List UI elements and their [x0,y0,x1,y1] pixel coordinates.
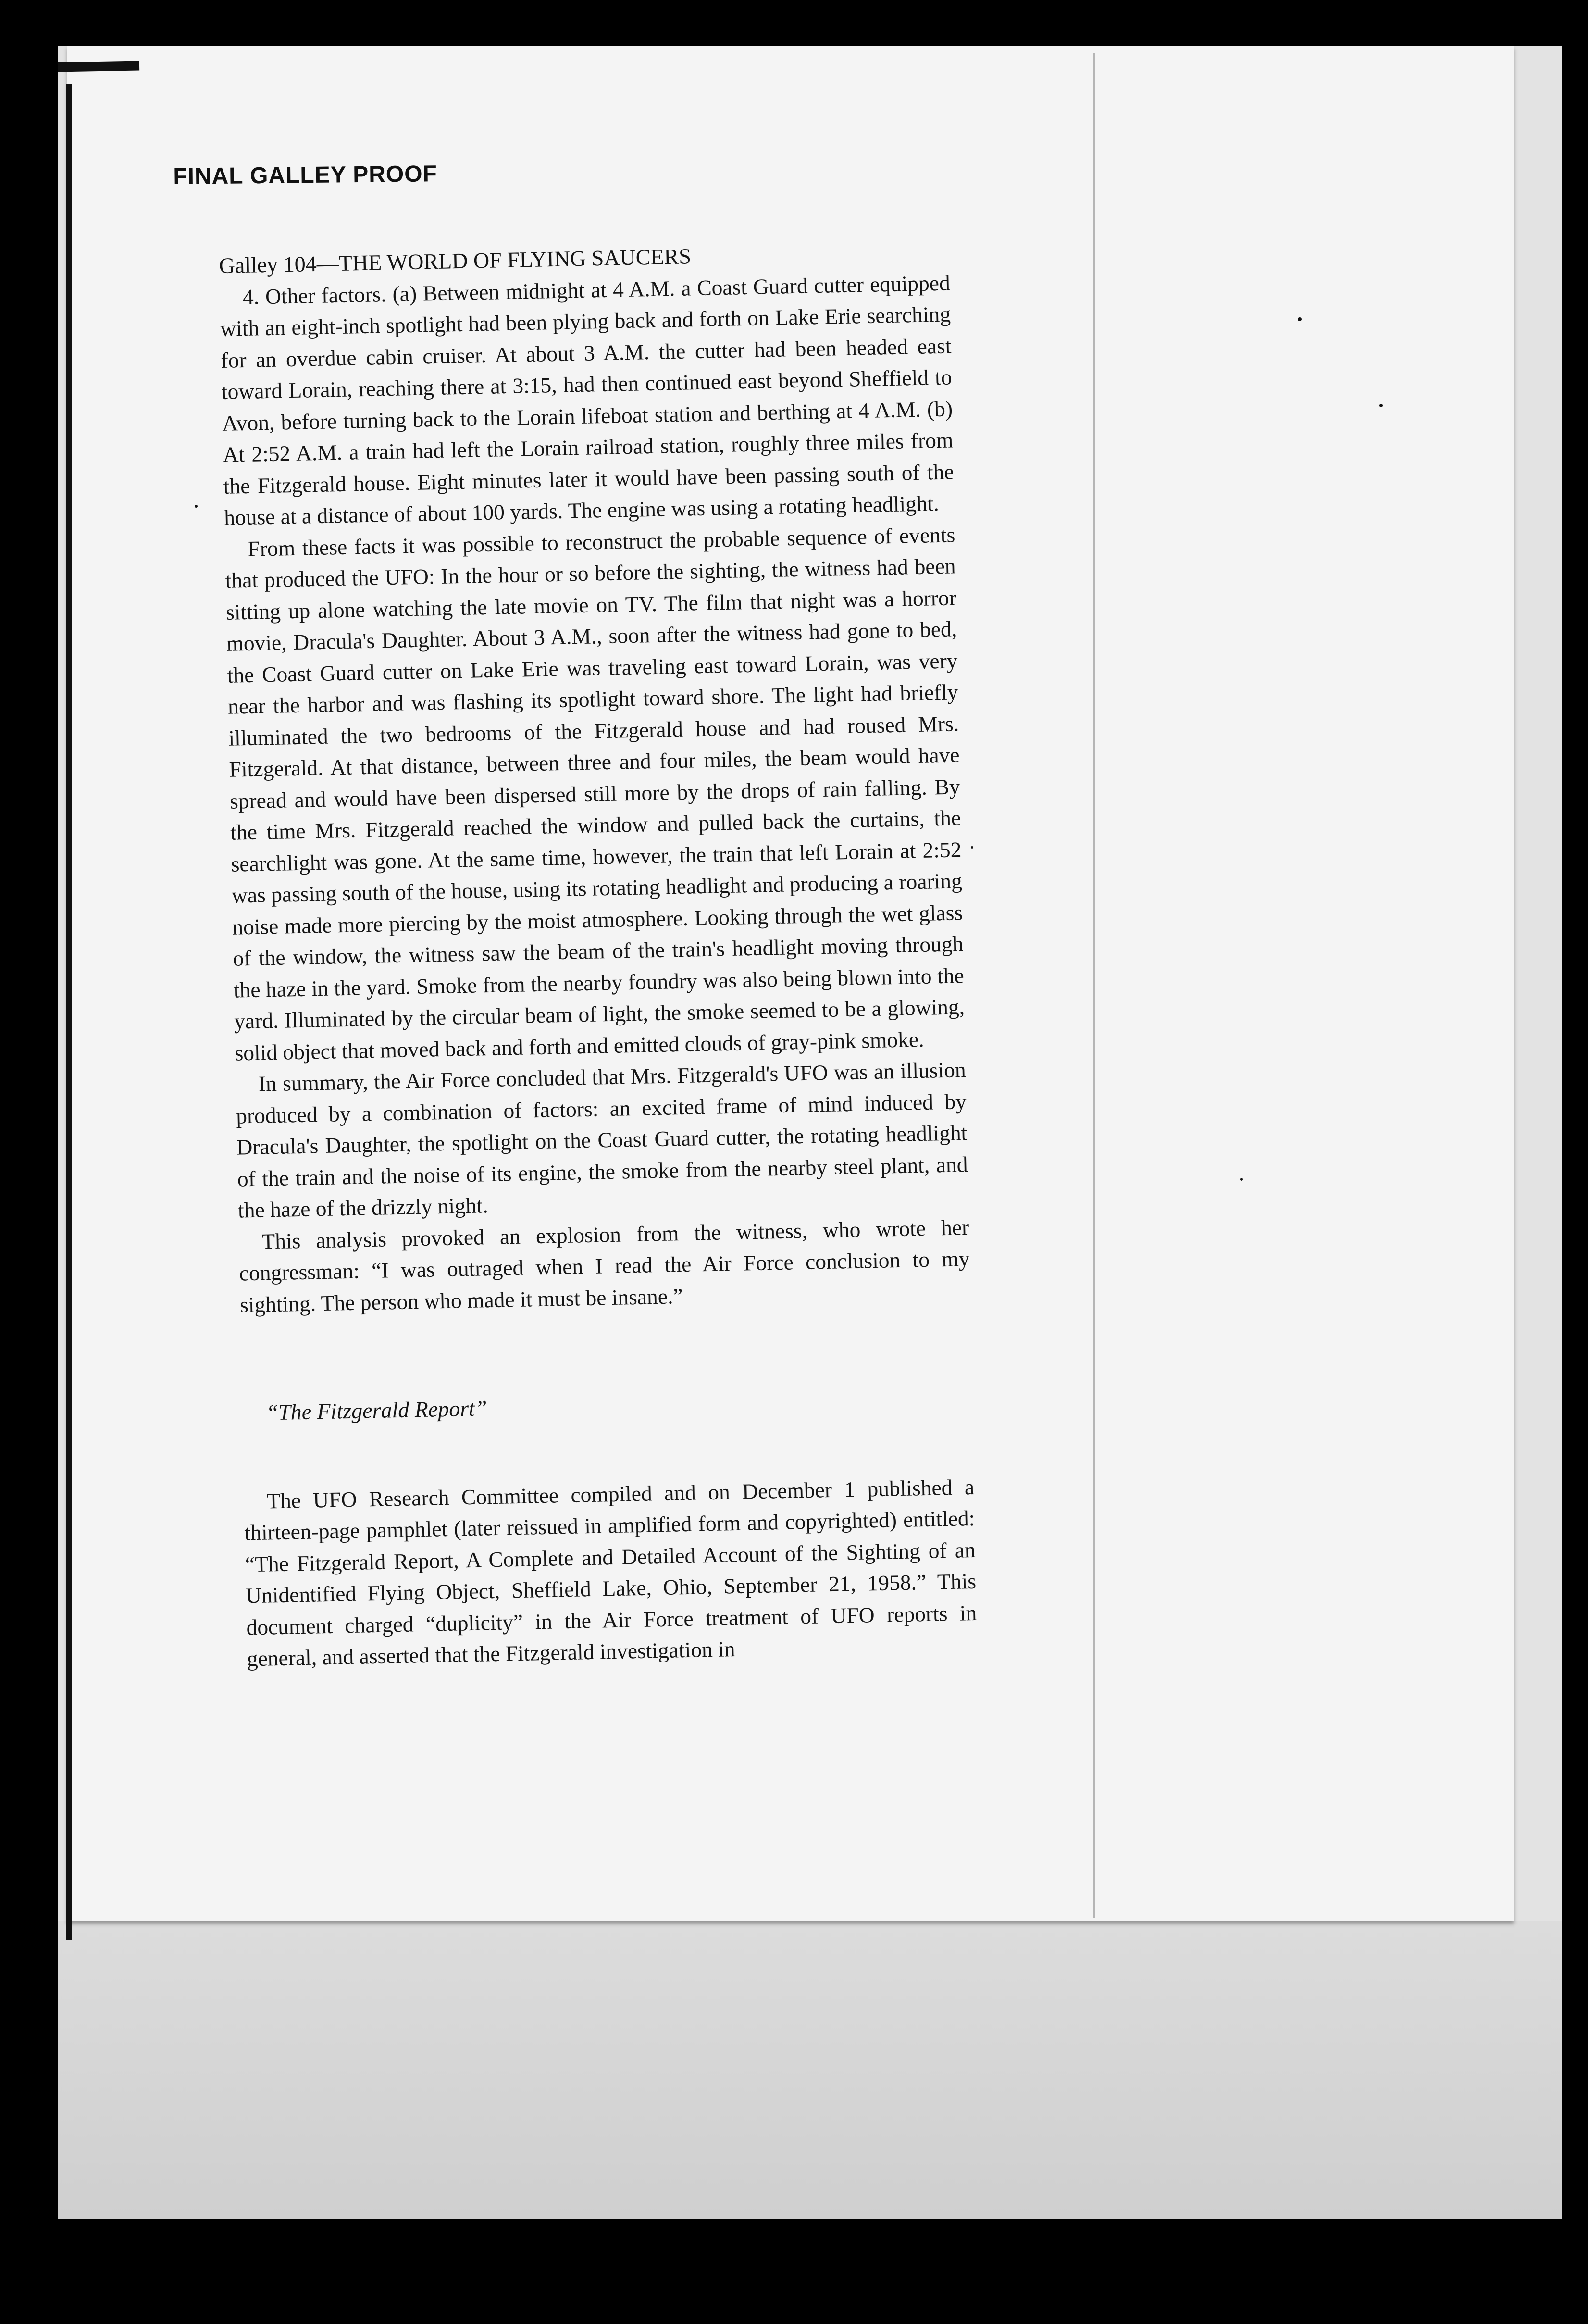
paragraph-reconstruction: From these facts it was possible to reconstruct the probable sequence of events that produced the UFO: In the hour or so before the sighting, the witness had been sitting up alone watching the late movie on TV. The film that night was a horror movie, Dracula's Daughter. About 3 A.M., soon after the witness had gone to bed, the Coast Guard cutter on Lake Erie was traveling east toward Lorain, was very near the harbor and was flashing its spotlight toward shore. The light had briefly illuminated the two bedrooms of the Fitzgerald house and had roused Mrs. Fitzgerald. At that distance, between three and four miles, the beam would have spread and would have been dispersed still more by the drops of rain falling. By the time Mrs. Fitzgerald reached the window and pulled back the curtains, the searchlight was gone. At the same time, however, the train that left Lorain at 2:52 was passing south of the house, using its rotating headlight and producing a roaring noise made more piercing by the moist atmosphere. Looking through the wet glass of the window, the witness saw the beam of the train's headlight moving through the haze in the yard. Smoke from the nearby foundry was also being blown into the yard. Illuminated by the circular beam of light, the smoke seemed to be a glowing, solid object that moved back and forth and emitted clouds of gray-pink smoke. [225,522,965,1065]
dust-speck [1298,317,1302,321]
dust-speck [1240,1178,1243,1181]
paragraph-other-factors: 4. Other factors. (a) Between midnight at 4 A.M. a Coast Guard cutter equipped with an eight-inch spotlight had been plying back and forth on Lake Erie searching for an overdue cabin cruiser. At about 3 A.M. the cutter had been headed east toward Lorain, reaching there at 3:15, had then continued east beyond Sheffield to Avon, before turning back to the Lorain lifeboat station and berthing at 4 A.M. (b) At 2:52 A.M. a train had left the Lorain railroad station, roughly three miles from the Fitzgerald house. Eight minutes later it would have been passing south of the house at a distance of about 100 yards. The engine was using a rotating headlight. [220,270,955,530]
backing-board-lower [58,1921,1562,2219]
edge-mark [58,61,139,72]
text-column [219,235,978,1674]
left-margin-rule [66,84,72,1940]
dust-speck [195,505,198,508]
dust-speck [971,846,973,849]
paragraph-witness-reaction: This analysis provoked an explosion from the witness, who wrote her congressman: “I was outraged when I read the Air Force conclusion to my sighting. The person who made it must be insane.” [239,1214,970,1317]
section-title: “The Fitzgerald Report” [266,1396,487,1425]
dust-speck [1379,404,1383,407]
fold-crease [1093,53,1095,1918]
galley-heading: Galley 104—THE WORLD OF FLYING SAUCERS [219,244,692,278]
paragraph-summary: In summary, the Air Force concluded that Mrs. Fitzgerald's UFO was an illusion produced by a combination of factors: an excited frame of mind induced by Dracula's Daughter, the spotlight on the Coast Guard cutter, the rotating headlight of the train and the noise of its engine, the smoke from the nearby steel plant, and the haze of the drizzly night. [236,1057,968,1223]
paragraph-fitzgerald-report: The UFO Research Committee compiled and on December 1 published a thirteen-page pamphlet (later reissued in amplified form and copyrighted) entitled: “The Fitzgerald Report, A Complete and Detailed Account of the Sighting of an Unidentified Flying Object, Sheffield Lake, Ohio, September 21, 1958.” This document charged “duplicity” in the Air Force treatment of UFO reports in general, and asserted that the Fitzgerald investigation in [244,1474,977,1671]
proof-label: FINAL GALLEY PROOF [173,161,438,189]
